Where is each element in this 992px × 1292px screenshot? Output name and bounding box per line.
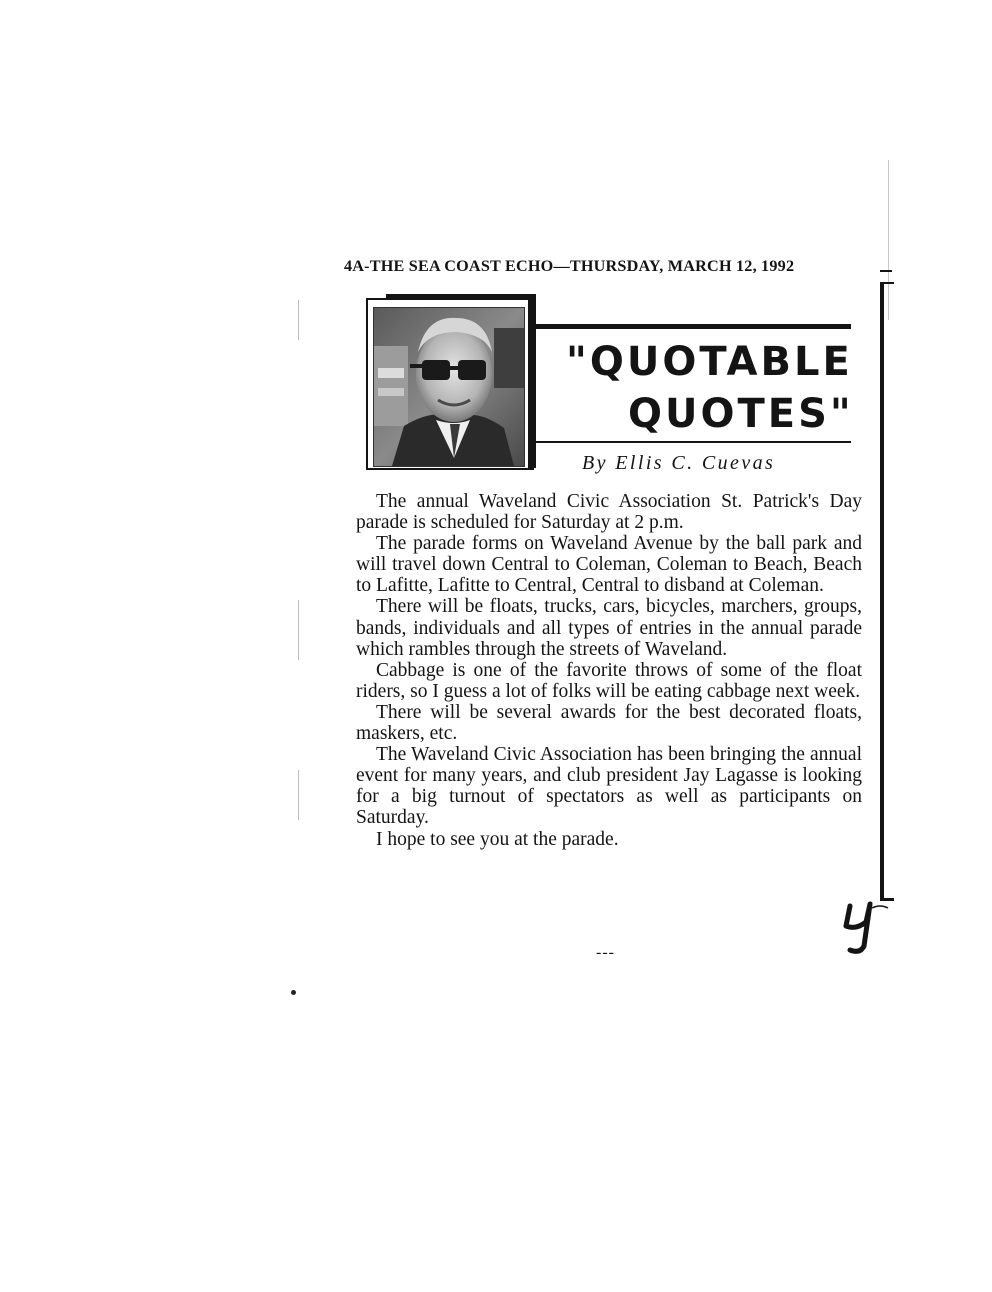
column-header-photo [366,298,536,472]
title-rule-bottom [536,441,851,443]
author-byline: By Ellis C. Cuevas [582,452,776,474]
scan-margin-line [298,600,299,660]
masthead-rule [880,270,892,272]
article-paragraph: The annual Waveland Civic Association St. Patrick's Day parade is scheduled for Saturday at 2 p.m. [356,491,862,534]
article-paragraph: I hope to see you at the parade. [376,828,619,850]
handwritten-mark [836,896,892,956]
article-paragraph: Cabbage is one of the favorite throws of some of the float riders, so I guess a lot of folks will be eating cabbage next week. [356,659,862,702]
article-body [356,491,862,850]
author-portrait-image [374,308,524,466]
scan-margin-line [298,300,299,340]
article-paragraph: There will be several awards for the best decorated floats, maskers, etc. [356,701,862,745]
article-paragraph: There will be floats, trucks, cars, bicycles, marchers, groups, bands, individuals and all types of entries in the annual parade which rambles through the streets of Waveland. [356,596,862,660]
newspaper-masthead: 4A-THE SEA COAST ECHO—THURSDAY, MARCH 12, 1992 [344,257,795,275]
scan-speck [291,990,296,995]
photo-frame-shadow [528,298,536,468]
article-paragraph: The Waveland Civic Association has been bringing the annual event for many years, and club president Jay Lagasse is looking for a big turnout of spectators as well as participants on Saturday. [356,744,862,829]
author-portrait [373,307,525,467]
column-title-line-1: "QUOTABLE [566,339,853,385]
scan-margin-line [298,770,299,820]
article-paragraph: The parade forms on Waveland Avenue by the ball park and will travel down Central to Coleman, Coleman to Beach, Beach to Lafitte, Lafitte to Central, Central to disband at Coleman. [356,533,862,597]
title-rule-top [536,324,851,329]
end-mark: --- [596,944,615,961]
clipping-bracket [880,282,894,901]
column-title-line-2: QUOTES" [628,391,854,437]
